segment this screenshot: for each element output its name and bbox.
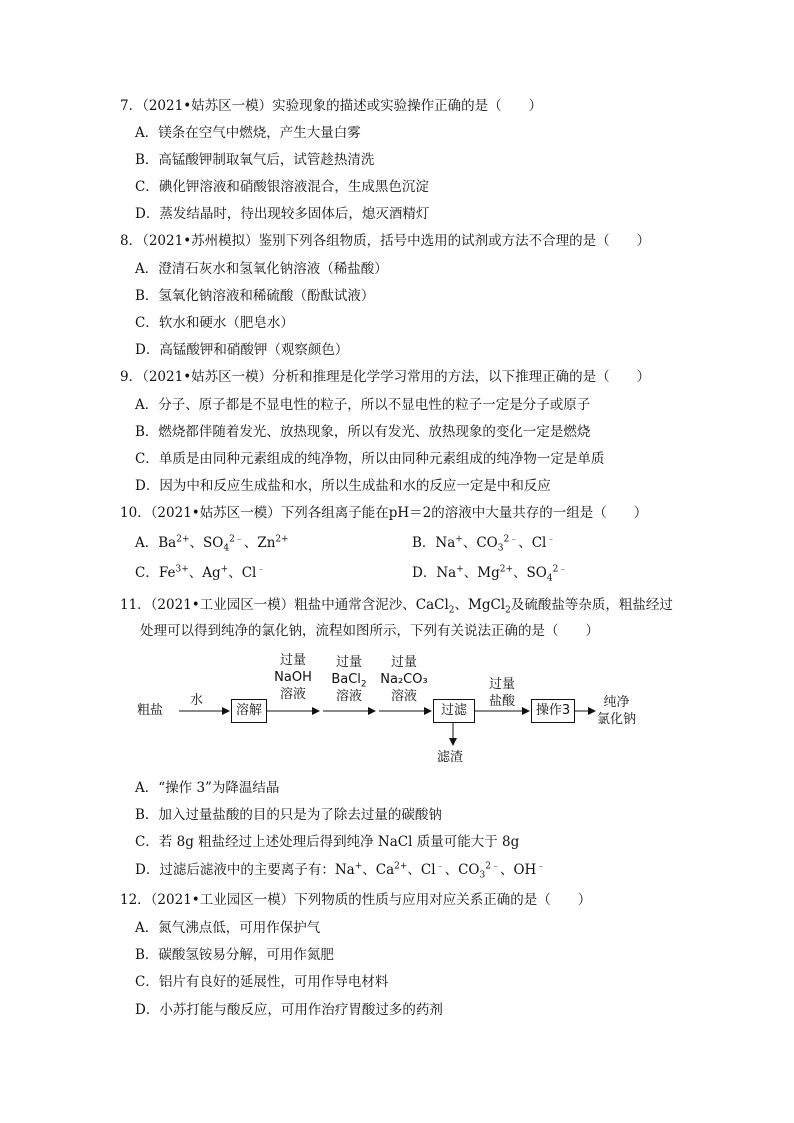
q7-option-b: B．高锰酸钾制取氧气后，试管趁热清洗	[135, 152, 375, 168]
q11-stem-line1: 11．（2021•工业园区一模）粗盐中通常含泥沙、CaCl$_2$、MgCl$_2$及硫酸盐等杂质，粗盐经过	[120, 597, 673, 616]
flow-na2co3-label: 过量 Na₂CO₃ 溶液	[380, 655, 428, 704]
flow-op3-box: 操作3	[531, 699, 575, 723]
q12-option-a: A．氮气沸点低，可用作保护气	[135, 920, 321, 936]
q11-option-a: A．“操作 3”为降温结晶	[135, 780, 280, 796]
q8-option-a: A．澄清石灰水和氢氧化钠溶液（稀盐酸）	[135, 261, 388, 277]
process-flow-diagram	[135, 652, 665, 770]
q8-option-b: B．氢氧化钠溶液和稀硫酸（酚酞试液）	[135, 288, 375, 304]
q9-option-a: A．分子、原子都是不显电性的粒子，所以不显电性的粒子一定是分子或原子	[135, 397, 591, 413]
flow-bacl2-label: 过量 BaCl$_2$ 溶液	[331, 655, 367, 704]
q11-stem-line2: 处理可以得到纯净的氯化钠，流程如图所示，下列有关说法正确的是（ ）	[140, 623, 599, 639]
q7-option-c: C．碘化钾溶液和硝酸银溶液混合，生成黑色沉淀	[135, 179, 429, 195]
q10-option-b: B．Na+、$CO_3^{2﹣}$、Cl﹣	[412, 534, 556, 554]
q11-option-d: D．过滤后滤液中的主要离子有：Na+、$Ca^{2+}$、Cl﹣、$CO_3^{2﹣}$、OH﹣	[135, 861, 546, 881]
q11-option-c: C．若 8g 粗盐经过上述处理后得到纯净 NaCl 质量可能大于 8g	[135, 834, 520, 850]
flow-crude-salt: 粗盐	[137, 703, 164, 718]
q12-stem: 12．（2021•工业园区一模）下列物质的性质与应用对应关系正确的是（ ）	[120, 892, 592, 908]
q7-option-d: D．蒸发结晶时，待出现较多固体后，熄灭酒精灯	[135, 206, 430, 222]
q8-option-d: D．高锰酸钾和硝酸钾（观察颜色）	[135, 342, 349, 358]
q10-option-a: A．$Ba^{2+}$、$SO_4^{2﹣}$、$Zn^{2+}$	[135, 534, 289, 554]
q9-stem: 9．（2021•姑苏区一模）分析和推理是化学学习常用的方法，以下推理正确的是（ ）	[120, 369, 651, 385]
flow-water: 水	[190, 693, 204, 708]
flow-hcl-label: 过量 盐酸	[488, 677, 515, 709]
q8-stem: 8．（2021•苏州模拟）鉴别下列各组物质，括号中选用的试剂或方法不合理的是（ ）	[120, 233, 651, 249]
q8-option-c: C．软水和硬水（肥皂水）	[135, 315, 294, 331]
q11-option-b: B．加入过量盐酸的目的只是为了除去过量的碳酸钠	[135, 807, 442, 823]
q12-option-c: C．铝片有良好的延展性，可用作导电材料	[135, 974, 389, 990]
q7-option-a: A．镁条在空气中燃烧，产生大量白雾	[135, 125, 361, 141]
flow-naoh-label: 过量 NaOH 溶液	[274, 653, 312, 702]
flow-dissolve-box: 溶解	[231, 699, 267, 723]
q12-option-d: D．小苏打能与酸反应，可用作治疗胃酸过多的药剂	[135, 1002, 443, 1018]
flow-filter-box: 过滤	[433, 699, 475, 723]
q9-option-b: B．燃烧都伴随着发光、放热现象，所以有发光、放热现象的变化一定是燃烧	[135, 424, 591, 440]
q12-option-b: B．碳酸氢铵易分解，可用作氮肥	[135, 947, 334, 963]
q10-option-c: C．$Fe^{3+}$、Ag+、Cl﹣	[135, 564, 266, 581]
flow-residue: 滤渣	[437, 750, 464, 765]
q7-stem: 7．（2021•姑苏区一模）实验现象的描述或实验操作正确的是（ ）	[120, 98, 543, 114]
flow-pure-nacl: 纯净 氯化钠	[597, 695, 637, 727]
q10-stem: 10．（2021•姑苏区一模）下列各组离子能在pH＝2的溶液中大量共存的一组是（ ）	[120, 505, 648, 521]
q10-option-d: D．Na+、$Mg^{2+}$、$SO_4^{2﹣}$	[412, 564, 568, 584]
q9-option-c: C．单质是由同种元素组成的纯净物，所以由同种元素组成的纯净物一定是单质	[135, 451, 605, 467]
q9-option-d: D．因为中和反应生成盐和水，所以生成盐和水的反应一定是中和反应	[135, 478, 551, 494]
